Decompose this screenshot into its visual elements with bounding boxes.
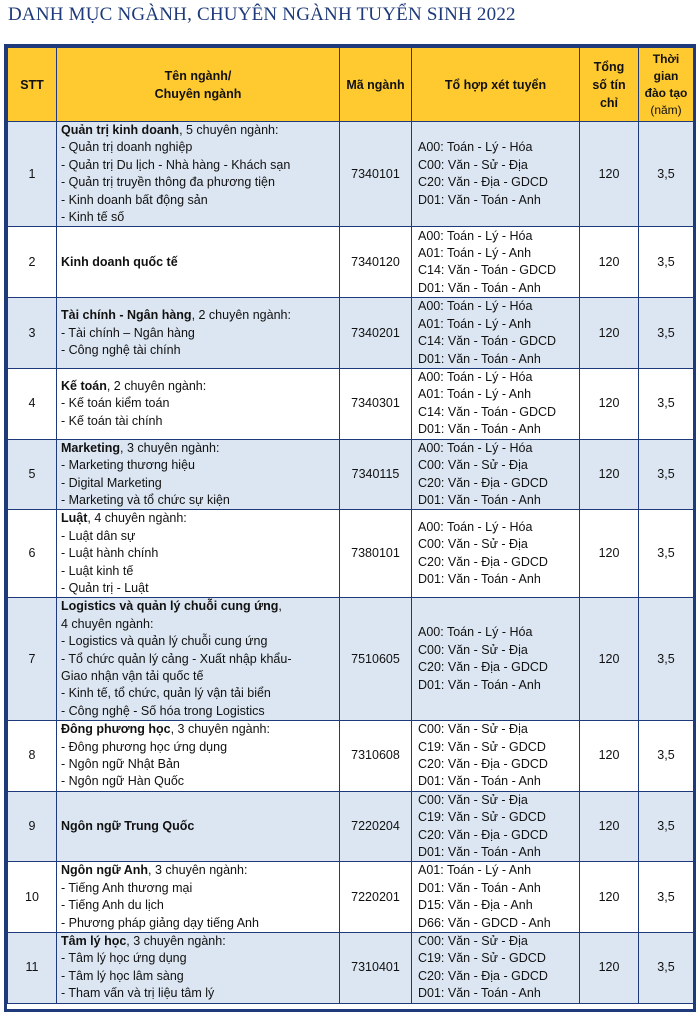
- cell-subject-combos: [412, 298, 580, 369]
- specialization-item: Giao nhận vận tải quốc tế: [61, 668, 204, 683]
- cell-duration: 3,5: [639, 510, 694, 598]
- program-name: Ngôn ngữ Trung Quốc: [61, 818, 195, 833]
- specialization-item: - Digital Marketing: [61, 475, 162, 490]
- cell-program-name: [57, 791, 340, 862]
- program-title-line: [61, 440, 335, 457]
- subject-combo-item: A01: Toán - Lý - Anh: [418, 316, 532, 331]
- cell-stt: 2: [8, 227, 57, 298]
- program-name: Luật: [61, 511, 88, 526]
- cell-duration: 3,5: [639, 298, 694, 369]
- subject-combo-item: A00: Toán - Lý - Hóa: [418, 140, 533, 155]
- subject-combo-item: C20: Văn - Địa - GDCD: [418, 968, 548, 983]
- subject-combo-item: A00: Toán - Lý - Hóa: [418, 370, 533, 385]
- cell-credits: 120: [580, 598, 639, 721]
- program-title-line: [61, 598, 335, 615]
- specialization-item: - Phương pháp giảng dạy tiếng Anh: [61, 915, 259, 930]
- specialization-item: - Tham vấn và trị liệu tâm lý: [61, 986, 215, 1001]
- cell-subject-combos: [412, 510, 580, 598]
- program-suffix: , 2 chuyên ngành:: [191, 308, 291, 323]
- subject-combo-item: C19: Văn - Sử - GDCD: [418, 739, 546, 754]
- program-table-frame: [4, 44, 696, 1012]
- subject-combo-item: D01: Văn - Toán - Anh: [418, 192, 541, 207]
- program-name: Kinh doanh quốc tế: [61, 254, 178, 269]
- subject-combo-item: C19: Văn - Sử - GDCD: [418, 810, 546, 825]
- subject-combo-item: D01: Văn - Toán - Anh: [418, 351, 541, 366]
- subject-combo-item: D01: Văn - Toán - Anh: [418, 492, 541, 507]
- program-title-line: [61, 721, 335, 738]
- subject-combo-item: A00: Toán - Lý - Hóa: [418, 299, 533, 314]
- subject-combo-item: C20: Văn - Địa - GDCD: [418, 554, 548, 569]
- specialization-item: - Quản trị Du lịch - Nhà hàng - Khách sạn: [61, 157, 291, 172]
- cell-program-code: 7340301: [340, 369, 412, 440]
- header-credits-line3: chỉ: [599, 95, 619, 110]
- program-title-line: [61, 122, 335, 139]
- header-credits-line1: Tổng: [593, 59, 625, 74]
- cell-program-code: 7340115: [340, 439, 412, 510]
- cell-credits: 120: [580, 298, 639, 369]
- subject-combo-item: C20: Văn - Địa - GDCD: [418, 757, 548, 771]
- table-row: [8, 933, 694, 1004]
- program-title-line: [61, 933, 335, 950]
- table-row: [8, 227, 694, 298]
- specialization-item: - Luật hành chính: [61, 546, 159, 561]
- program-suffix: , 2 chuyên ngành:: [106, 378, 207, 393]
- subject-combo-item: A00: Toán - Lý - Hóa: [418, 228, 533, 243]
- subject-combo-item: D01: Văn - Toán - Anh: [418, 880, 541, 895]
- subject-combo-item: C00: Văn - Sử - Địa: [418, 642, 528, 657]
- cell-stt: 3: [8, 298, 57, 369]
- cell-credits: 120: [580, 439, 639, 510]
- specialization-item: - Logistics và quản lý chuỗi cung ứng: [61, 634, 268, 649]
- cell-duration: 3,5: [639, 439, 694, 510]
- table-row: [8, 369, 694, 440]
- table-row: [8, 598, 694, 721]
- subject-combo-item: D01: Văn - Toán - Anh: [418, 986, 541, 1001]
- cell-subject-combos: [412, 122, 580, 227]
- program-suffix: , 4 chuyên ngành:: [87, 511, 187, 526]
- subject-combo-item: D01: Văn - Toán - Anh: [418, 845, 541, 860]
- program-title-line: [61, 510, 335, 527]
- header-code: Mã ngành: [340, 48, 412, 122]
- cell-program-code: 7380101: [340, 510, 412, 598]
- header-credits-line2: số tín: [592, 77, 626, 92]
- specialization-item: - Kinh tế số: [61, 210, 125, 225]
- cell-subject-combos: [412, 439, 580, 510]
- table-body: [8, 122, 694, 1004]
- cell-credits: 120: [580, 510, 639, 598]
- program-name: Kế toán: [61, 378, 107, 393]
- subject-combo-item: A00: Toán - Lý - Hóa: [418, 625, 533, 640]
- specialization-item: - Luật kinh tế: [61, 563, 134, 578]
- cell-program-name: [57, 298, 340, 369]
- specialization-item: - Marketing thương hiệu: [61, 458, 195, 473]
- cell-program-code: 7340101: [340, 122, 412, 227]
- subject-combo-item: C14: Văn - Toán - GDCD: [418, 263, 557, 278]
- specialization-item: - Ngôn ngữ Nhật Bản: [61, 757, 180, 771]
- table-row: [8, 862, 694, 933]
- cell-stt: 5: [8, 439, 57, 510]
- subject-combo-item: C20: Văn - Địa - GDCD: [418, 475, 548, 490]
- subject-combo-item: C20: Văn - Địa - GDCD: [418, 827, 548, 842]
- table-header-row: [8, 48, 694, 122]
- cell-program-code: 7220204: [340, 791, 412, 862]
- specialization-item: - Kinh doanh bất động sản: [61, 192, 208, 207]
- program-suffix: , 3 chuyên ngành:: [148, 863, 248, 878]
- program-name: Tài chính - Ngân hàng: [61, 308, 192, 323]
- cell-program-code: 7340201: [340, 298, 412, 369]
- program-suffix: , 5 chuyên ngành:: [179, 123, 279, 137]
- table-row: [8, 721, 694, 792]
- cell-program-name: [57, 510, 340, 598]
- specialization-item: - Tiếng Anh du lịch: [61, 898, 164, 913]
- program-title-line: [61, 307, 335, 324]
- cell-credits: 120: [580, 122, 639, 227]
- cell-credits: 120: [580, 369, 639, 440]
- cell-stt: 11: [8, 933, 57, 1004]
- cell-program-name: [57, 122, 340, 227]
- subject-combo-item: A01: Toán - Lý - Anh: [418, 863, 532, 878]
- program-title-line: [61, 254, 335, 271]
- cell-subject-combos: [412, 227, 580, 298]
- table-row: [8, 298, 694, 369]
- header-program-name-line1: Tên ngành/: [164, 68, 232, 83]
- cell-stt: 4: [8, 369, 57, 440]
- table-row: [8, 439, 694, 510]
- cell-program-name: [57, 227, 340, 298]
- cell-duration: 3,5: [639, 122, 694, 227]
- program-suffix: ,: [278, 599, 282, 614]
- cell-stt: 1: [8, 122, 57, 227]
- specialization-item: - Tổ chức quản lý cảng - Xuất nhập khẩu-: [61, 651, 292, 666]
- subject-combo-item: C19: Văn - Sử - GDCD: [418, 951, 546, 966]
- specialization-item: - Kinh tế, tổ chức, quản lý vận tải biển: [61, 686, 271, 701]
- cell-duration: 3,5: [639, 791, 694, 862]
- program-name: Đông phương học: [61, 722, 171, 737]
- subject-combo-item: C00: Văn - Sử - Địa: [418, 157, 528, 172]
- specialization-item: - Đông phương học ứng dụng: [61, 739, 228, 754]
- subject-combo-item: D15: Văn - Địa - Anh: [418, 898, 533, 913]
- table-row: [8, 791, 694, 862]
- cell-subject-combos: [412, 369, 580, 440]
- subject-combo-item: A01: Toán - Lý - Anh: [418, 246, 532, 261]
- subject-combo-item: D01: Văn - Toán - Anh: [418, 774, 541, 789]
- cell-stt: 6: [8, 510, 57, 598]
- cell-stt: 9: [8, 791, 57, 862]
- specialization-item: - Tài chính – Ngân hàng: [61, 325, 195, 340]
- specialization-item: - Công nghệ - Số hóa trong Logistics: [61, 703, 265, 718]
- page-title: DANH MỤC NGÀNH, CHUYÊN NGÀNH TUYỂN SINH 2022: [8, 4, 516, 25]
- subject-combo-item: C00: Văn - Sử - Địa: [418, 458, 528, 473]
- program-suffix: , 3 chuyên ngành:: [170, 722, 270, 737]
- cell-subject-combos: [412, 598, 580, 721]
- cell-program-name: [57, 933, 340, 1004]
- cell-program-name: [57, 721, 340, 792]
- header-duration: [639, 48, 694, 122]
- subject-combo-item: C14: Văn - Toán - GDCD: [418, 334, 557, 349]
- cell-subject-combos: [412, 791, 580, 862]
- program-name: Logistics và quản lý chuỗi cung ứng: [61, 599, 279, 614]
- header-program-name: [57, 48, 340, 122]
- program-suffix: , 3 chuyên ngành:: [126, 934, 226, 949]
- specialization-item: - Tiếng Anh thương mại: [61, 880, 193, 895]
- header-combos: Tổ hợp xét tuyển: [412, 48, 580, 122]
- program-suffix: , 3 chuyên ngành:: [120, 440, 220, 455]
- cell-program-name: [57, 862, 340, 933]
- cell-subject-combos: [412, 933, 580, 1004]
- cell-duration: 3,5: [639, 933, 694, 1004]
- program-name: Tâm lý học: [61, 934, 127, 949]
- cell-program-code: 7340120: [340, 227, 412, 298]
- program-title-line: [61, 378, 335, 395]
- header-credits: [580, 48, 639, 122]
- header-duration-line2: gian: [653, 68, 679, 83]
- header-stt: STT: [8, 48, 57, 122]
- cell-duration: 3,5: [639, 862, 694, 933]
- subject-combo-item: A01: Toán - Lý - Anh: [418, 387, 532, 402]
- specialization-item: - Quản trị - Luật: [61, 580, 149, 595]
- subject-combo-item: C00: Văn - Sử - Địa: [418, 537, 528, 552]
- cell-program-code: 7310608: [340, 721, 412, 792]
- subject-combo-item: A00: Toán - Lý - Hóa: [418, 520, 533, 535]
- subject-combo-item: C00: Văn - Sử - Địa: [418, 934, 528, 949]
- cell-credits: 120: [580, 721, 639, 792]
- header-duration-line4: (năm): [650, 102, 682, 117]
- program-title-line: [61, 818, 335, 835]
- subject-combo-item: C00: Văn - Sử - Địa: [418, 722, 528, 737]
- subject-combo-item: D01: Văn - Toán - Anh: [418, 422, 541, 437]
- specialization-item: - Kế toán kiểm toán: [61, 396, 170, 411]
- subject-combo-item: D01: Văn - Toán - Anh: [418, 572, 541, 587]
- cell-duration: 3,5: [639, 227, 694, 298]
- table-row: [8, 122, 694, 227]
- cell-program-code: 7220201: [340, 862, 412, 933]
- cell-credits: 120: [580, 791, 639, 862]
- subject-combo-item: D01: Văn - Toán - Anh: [418, 677, 541, 692]
- specialization-item: - Kế toán tài chính: [61, 413, 163, 428]
- subject-combo-item: C20: Văn - Địa - GDCD: [418, 660, 548, 675]
- subject-combo-item: D66: Văn - GDCD - Anh: [418, 915, 551, 930]
- cell-duration: 3,5: [639, 369, 694, 440]
- specialization-item: - Tâm lý học lâm sàng: [61, 968, 184, 983]
- specialization-item: - Luật dân sự: [61, 528, 136, 543]
- cell-program-code: 7510605: [340, 598, 412, 721]
- cell-duration: 3,5: [639, 598, 694, 721]
- specialization-item: - Ngôn ngữ Hàn Quốc: [61, 774, 185, 789]
- cell-credits: 120: [580, 933, 639, 1004]
- table-row: [8, 510, 694, 598]
- cell-stt: 8: [8, 721, 57, 792]
- cell-program-name: [57, 598, 340, 721]
- subject-combo-item: C14: Văn - Toán - GDCD: [418, 404, 557, 419]
- specialization-item: - Tâm lý học ứng dụng: [61, 951, 187, 966]
- program-name: Quản trị kinh doanh: [61, 123, 180, 137]
- specialization-item: - Quản trị truyền thông đa phương tiện: [61, 175, 275, 190]
- program-name: Marketing: [61, 440, 121, 455]
- cell-credits: 120: [580, 862, 639, 933]
- subject-combo-item: D01: Văn - Toán - Anh: [418, 280, 541, 295]
- cell-program-code: 7310401: [340, 933, 412, 1004]
- subject-combo-item: A00: Toán - Lý - Hóa: [418, 440, 533, 455]
- program-table: [7, 47, 694, 1004]
- cell-duration: 3,5: [639, 721, 694, 792]
- program-title-line: [61, 862, 335, 879]
- cell-program-name: [57, 369, 340, 440]
- specialization-item: - Quản trị doanh nghiệp: [61, 140, 193, 155]
- header-duration-line1: Thời: [652, 51, 680, 66]
- subject-combo-item: C20: Văn - Địa - GDCD: [418, 175, 548, 190]
- specialization-item: 4 chuyên ngành:: [61, 616, 154, 631]
- cell-subject-combos: [412, 862, 580, 933]
- header-program-name-line2: Chuyên ngành: [154, 86, 242, 101]
- specialization-item: - Marketing và tổ chức sự kiện: [61, 492, 230, 507]
- specialization-item: - Công nghệ tài chính: [61, 342, 181, 357]
- subject-combo-item: C00: Văn - Sử - Địa: [418, 792, 528, 807]
- cell-stt: 7: [8, 598, 57, 721]
- cell-subject-combos: [412, 721, 580, 792]
- cell-program-name: [57, 439, 340, 510]
- program-name: Ngôn ngữ Anh: [61, 863, 149, 878]
- header-duration-line3: đào tạo: [644, 85, 688, 100]
- cell-stt: 10: [8, 862, 57, 933]
- cell-credits: 120: [580, 227, 639, 298]
